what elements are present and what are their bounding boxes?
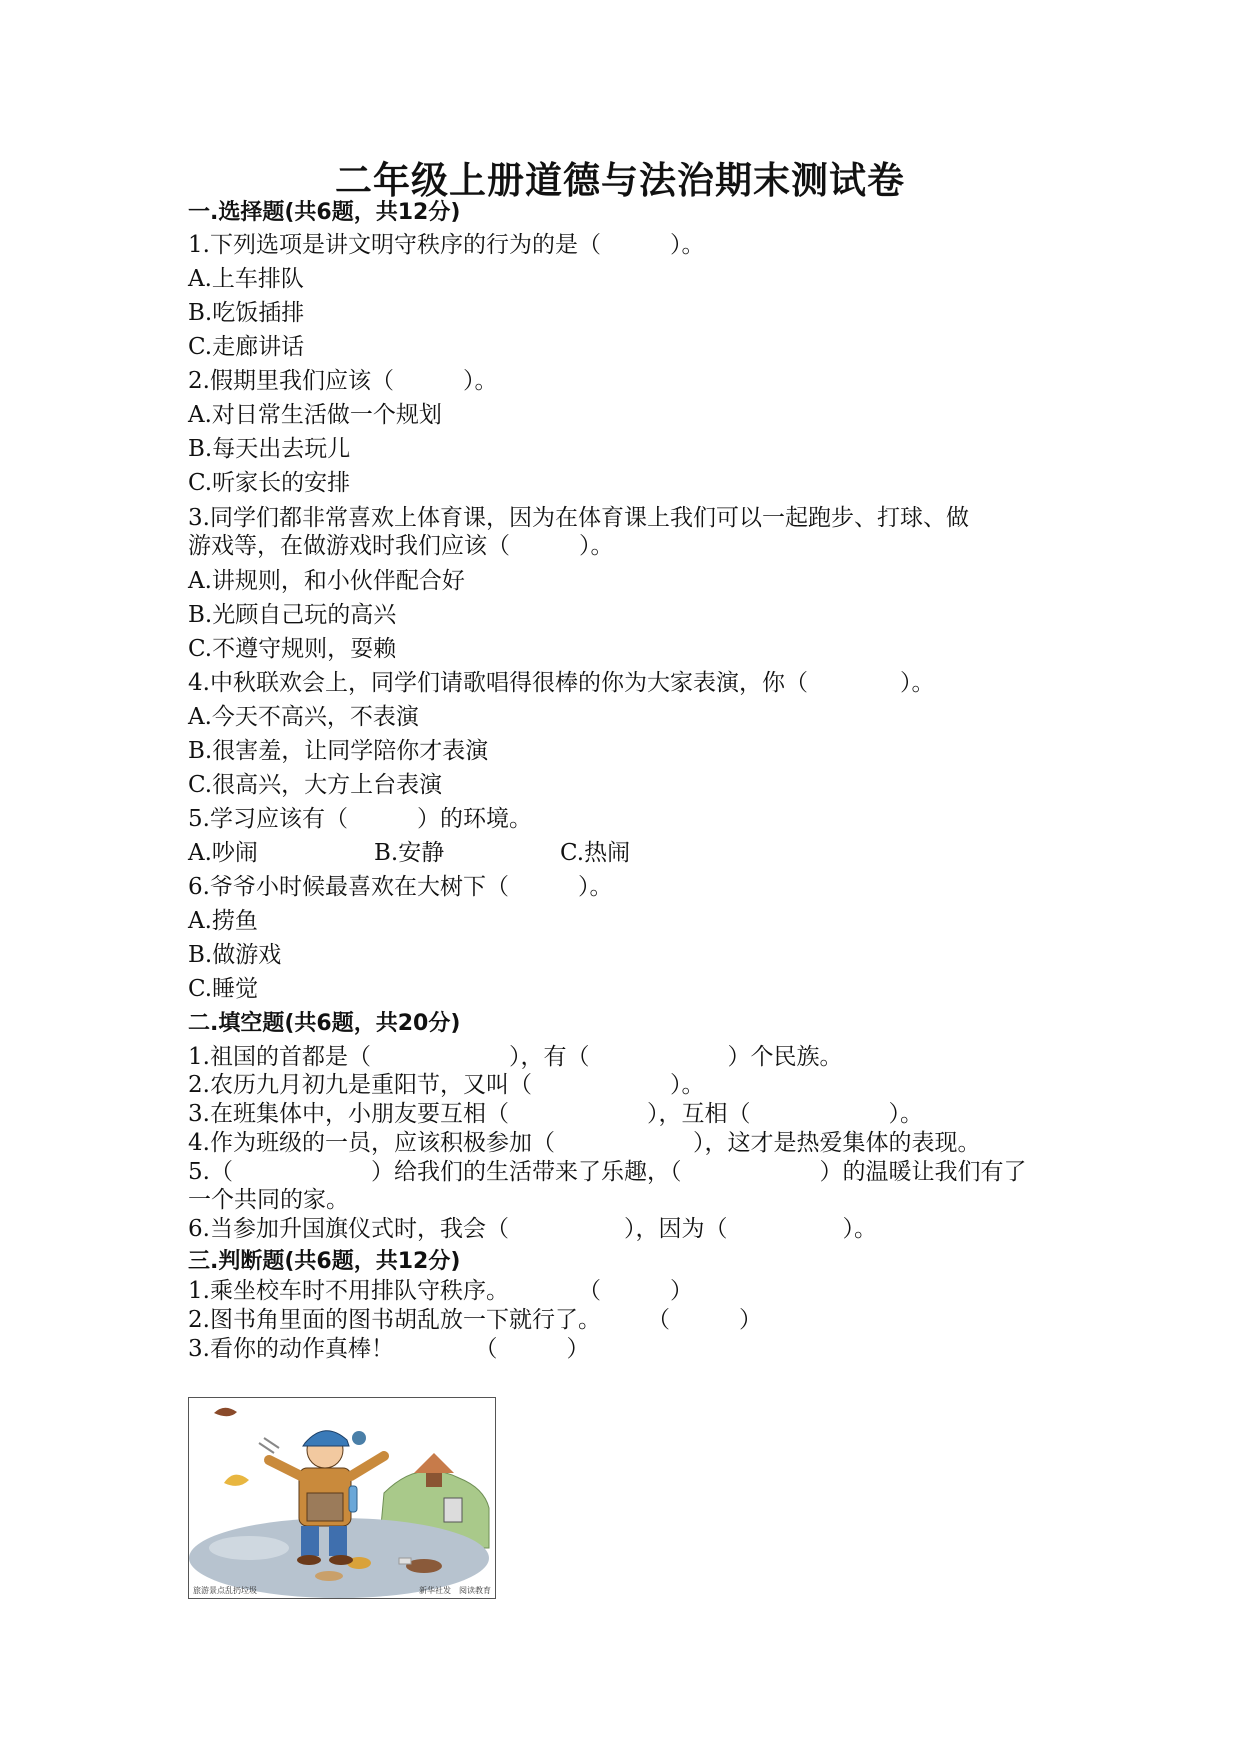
question-5-option-b: B.安静 — [374, 840, 445, 866]
question-6-stem: 6.爷爷小时候最喜欢在大树下（ ）。 — [188, 874, 613, 900]
question-1-option-c: C.走廊讲话 — [188, 334, 305, 360]
illustration-caption-right: 新华社发 阅读教育 — [419, 1586, 491, 1595]
question-3-option-b: B.光顾自己玩的高兴 — [188, 602, 397, 628]
question-3-option-c: C.不遵守规则，耍赖 — [188, 636, 397, 662]
true-false-1: 1.乘坐校车时不用排队守秩序。 （ ） — [188, 1278, 693, 1304]
litter-cartoon-illustration — [188, 1397, 496, 1599]
question-3-stem-line1: 3.同学们都非常喜欢上体育课，因为在体育课上我们可以一起跑步、打球、做 — [188, 505, 969, 531]
question-2-option-b: B.每天出去玩儿 — [188, 436, 351, 462]
section-heading-true-false: 三.判断题(共6题，共12分) — [188, 1249, 461, 1274]
question-3-stem-line2: 游戏等，在做游戏时我们应该（ ）。 — [188, 533, 614, 559]
question-4-option-c: C.很高兴，大方上台表演 — [188, 772, 443, 798]
question-2-stem: 2.假期里我们应该（ ）。 — [188, 368, 498, 394]
question-1-stem: 1.下列选项是讲文明守秩序的行为的是（ ）。 — [188, 232, 705, 258]
question-5-option-c: C.热闹 — [560, 840, 631, 866]
question-6-option-c: C.睡觉 — [188, 976, 259, 1002]
fill-blank-5-line2: 一个共同的家。 — [188, 1187, 349, 1213]
question-5-option-a: A.吵闹 — [188, 840, 258, 866]
question-1-option-a: A.上车排队 — [188, 266, 304, 292]
question-4-stem: 4.中秋联欢会上，同学们请歌唱得很棒的你为大家表演，你（ ）。 — [188, 670, 935, 696]
page-title: 二年级上册道德与法治期末测试卷 — [335, 158, 905, 202]
cartoon-drawing — [189, 1398, 495, 1598]
question-2-option-a: A.对日常生活做一个规划 — [188, 402, 442, 428]
question-5-options — [188, 837, 630, 870]
fill-blank-4: 4.作为班级的一员，应该积极参加（ ），这才是热爱集体的表现。 — [188, 1130, 981, 1156]
question-6-option-b: B.做游戏 — [188, 942, 282, 968]
section-heading-choice: 一.选择题(共6题，共12分) — [188, 200, 461, 225]
question-5-stem: 5.学习应该有（ ）的环境。 — [188, 806, 532, 832]
illustration-caption-left: 旅游景点乱扔垃圾 — [193, 1586, 257, 1595]
question-1-option-b: B.吃饭插排 — [188, 300, 305, 326]
question-3-option-a: A.讲规则，和小伙伴配合好 — [188, 568, 465, 594]
fill-blank-2: 2.农历九月初九是重阳节，又叫（ ）。 — [188, 1072, 705, 1098]
fill-blank-6: 6.当参加升国旗仪式时，我会（ ），因为（ ）。 — [188, 1216, 877, 1242]
question-4-option-a: A.今天不高兴，不表演 — [188, 704, 419, 730]
fill-blank-5-line1: 5.（ ）给我们的生活带来了乐趣，（ ）的温暖让我们有了 — [188, 1159, 1027, 1185]
fill-blank-1: 1.祖国的首都是（ ），有（ ）个民族。 — [188, 1044, 843, 1070]
section-heading-fill-blank: 二.填空题(共6题，共20分) — [188, 1011, 461, 1036]
question-4-option-b: B.很害羞，让同学陪你才表演 — [188, 738, 489, 764]
true-false-3: 3.看你的动作真棒！ （ ） — [188, 1336, 590, 1362]
true-false-2: 2.图书角里面的图书胡乱放一下就行了。 （ ） — [188, 1307, 762, 1333]
question-6-option-a: A.捞鱼 — [188, 908, 258, 934]
question-2-option-c: C.听家长的安排 — [188, 470, 351, 496]
fill-blank-3: 3.在班集体中，小朋友要互相（ ），互相（ ）。 — [188, 1101, 923, 1127]
